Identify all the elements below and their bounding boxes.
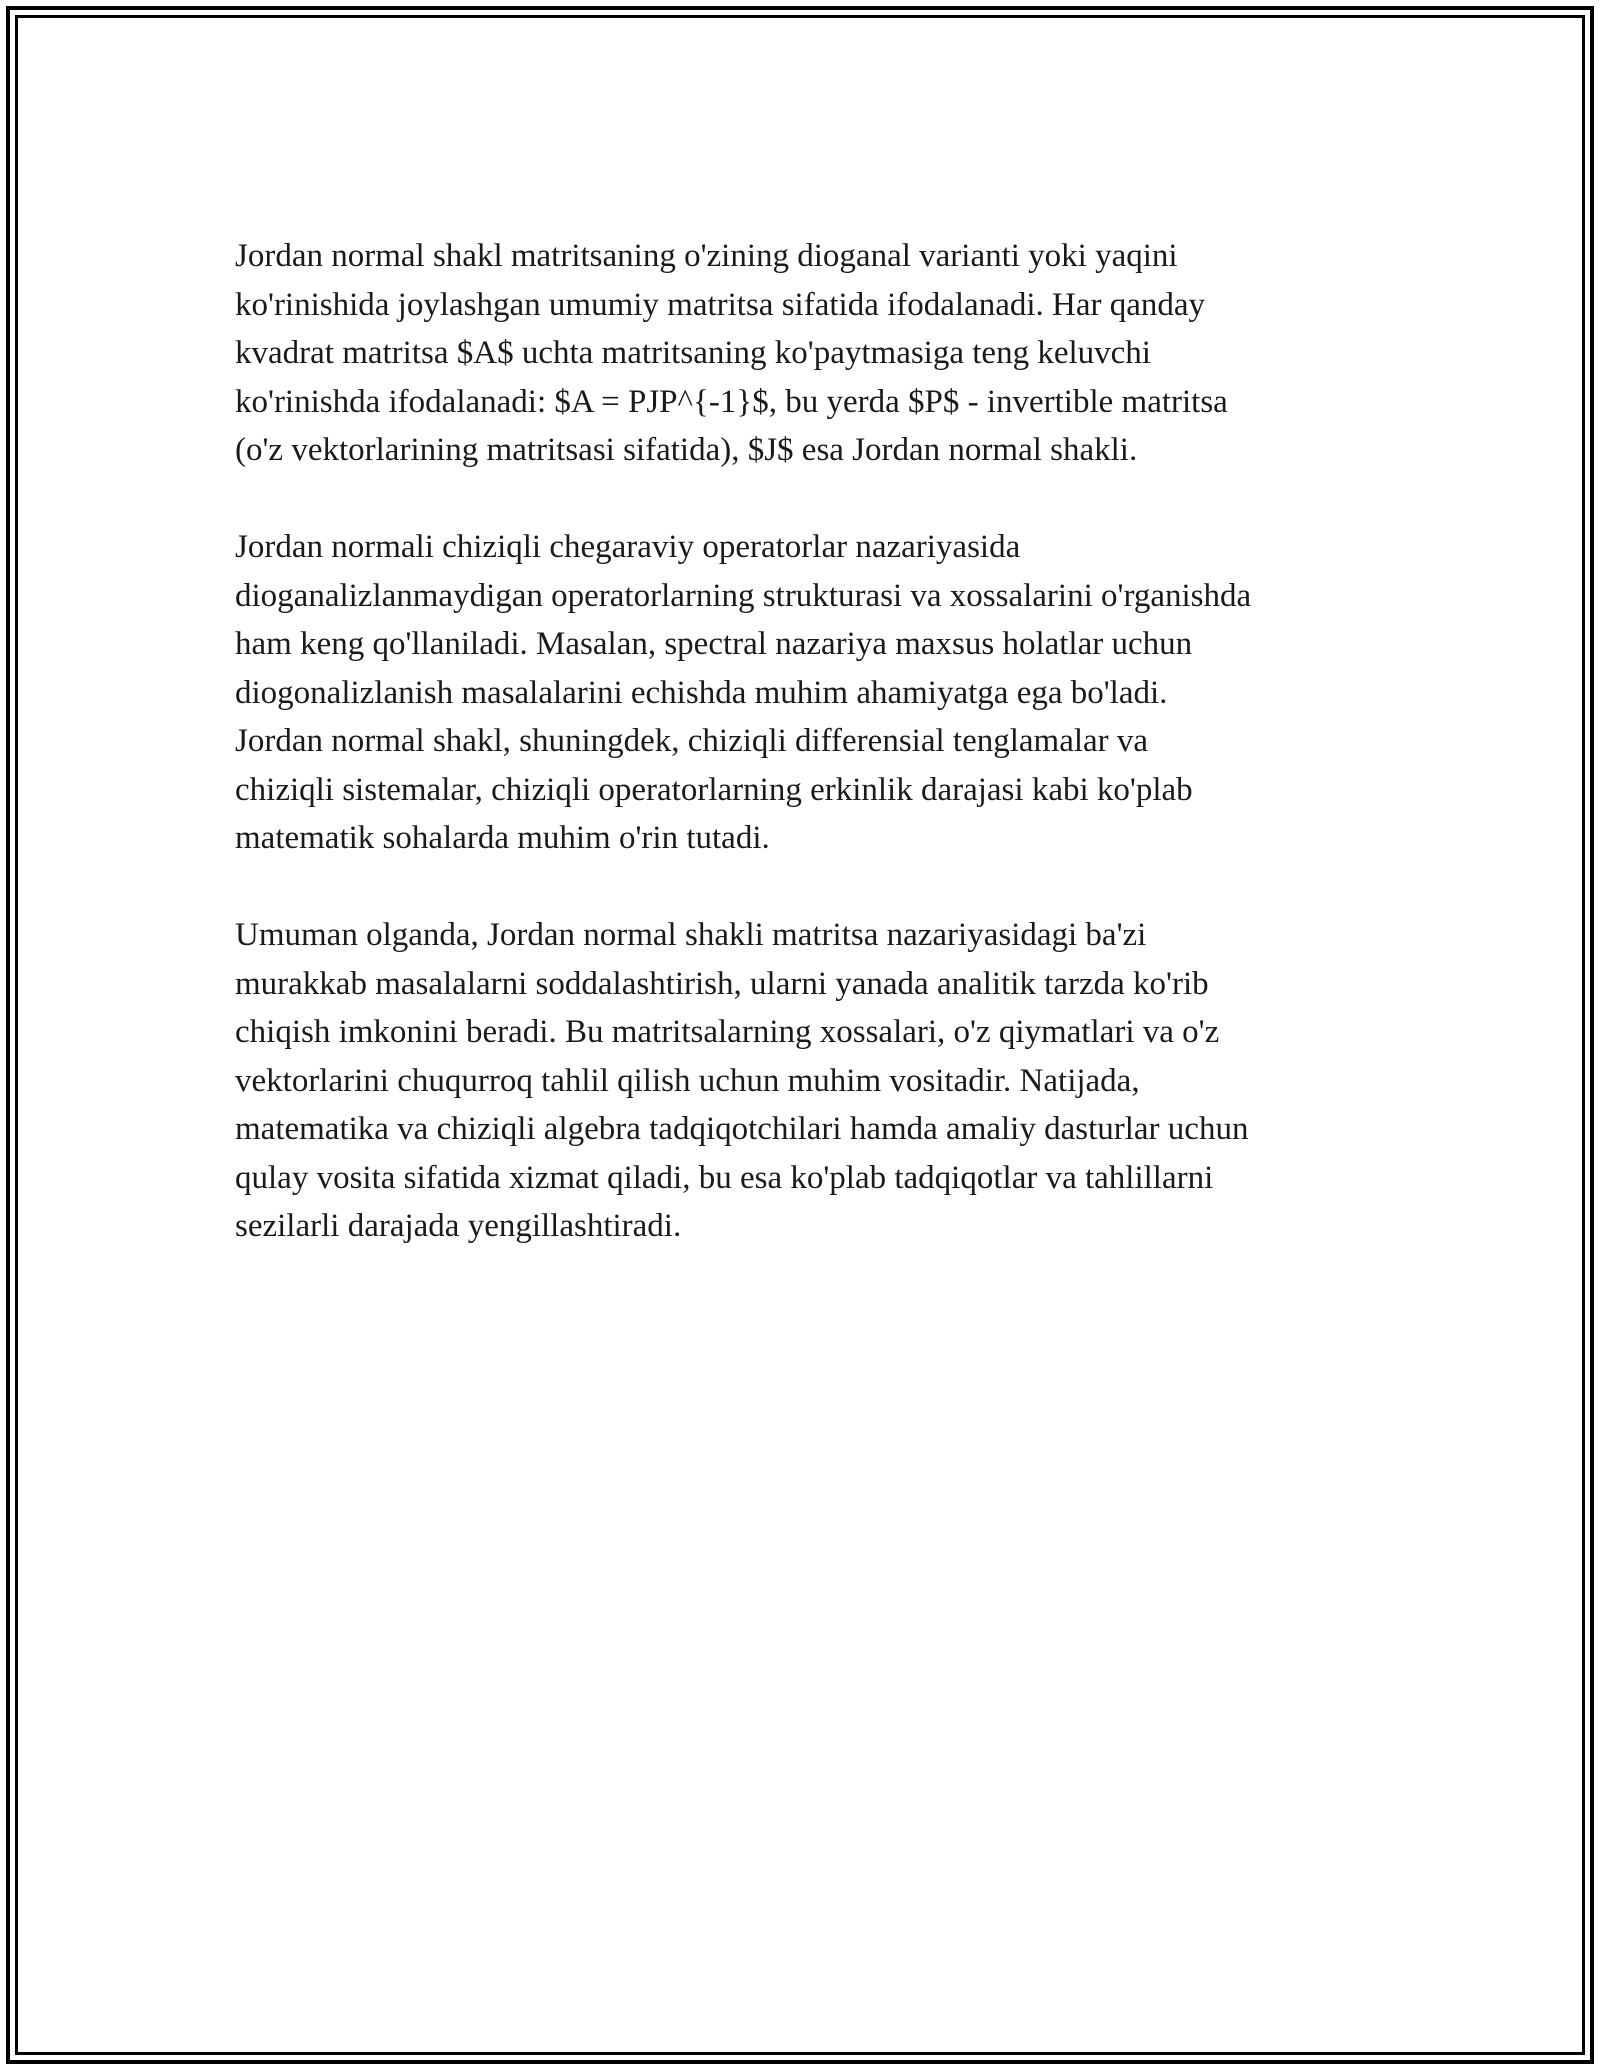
text-line: Umuman olganda, Jordan normal shakli matritsa nazariyasidagi ba'zi: [235, 917, 1147, 953]
text-line: matematik sohalarda muhim o'rin tutadi.: [235, 820, 770, 856]
paragraph-3: [235, 911, 1385, 1251]
text-line: dioganalizlanmaydigan operatorlarning strukturasi va xossalarini o'rganishda: [235, 577, 1252, 614]
text-line: ham keng qo'llaniladi. Masalan, spectral nazariya maxsus holatlar uchun: [235, 626, 1193, 662]
text-line: ko'rinishda ifodalanadi: $A = PJP^{-1}$, bu yerda $P$ - invertible matritsa: [235, 383, 1228, 420]
text-line: diogonalizlanish masalalarini echishda muhim ahamiyatga ega bo'ladi.: [235, 674, 1168, 711]
text-line: vektorlarini chuqurroq tahlil qilish uchun muhim vositadir. Natijada,: [235, 1062, 1140, 1099]
text-line: ko'rinishida joylashgan umumiy matritsa sifatida ifodalanadi. Har qanday: [235, 286, 1206, 323]
text-line: Jordan normal shakl matritsaning o'zining dioganal varianti yoki yaqini: [235, 238, 1178, 274]
text-line: murakkab masalalarni soddalashtirish, ularni yanada analitik tarzda ko'rib: [235, 965, 1209, 1002]
text-line: qulay vosita sifatida xizmat qiladi, bu esa ko'plab tadqiqotlar va tahlillarni: [235, 1159, 1214, 1196]
document-body: [235, 232, 1385, 1299]
text-line: kvadrat matritsa $A$ uchta matritsaning ko'paytmasiga teng keluvchi: [235, 335, 1151, 371]
text-line: chiziqli sistemalar, chiziqli operatorlarning erkinlik darajasi kabi ko'plab: [235, 771, 1193, 808]
text-line: chiqish imkonini beradi. Bu matritsalarning xossalari, o'z qiymatlari va o'z: [235, 1014, 1220, 1050]
text-line: matematika va chiziqli algebra tadqiqotchilari hamda amaliy dasturlar uchun: [235, 1111, 1249, 1147]
text-line: Jordan normali chiziqli chegaraviy operatorlar nazariyasida: [235, 529, 1021, 565]
text-line: (o'z vektorlarining matritsasi sifatida), $J$ esa Jordan normal shakli.: [235, 432, 1138, 468]
paragraph-1: [235, 232, 1385, 475]
text-line: sezilarli darajada yengillashtiradi.: [235, 1208, 682, 1244]
text-line: Jordan normal shakl, shuningdek, chiziqli differensial tenglamalar va: [235, 723, 1149, 759]
paragraph-2: [235, 523, 1385, 863]
